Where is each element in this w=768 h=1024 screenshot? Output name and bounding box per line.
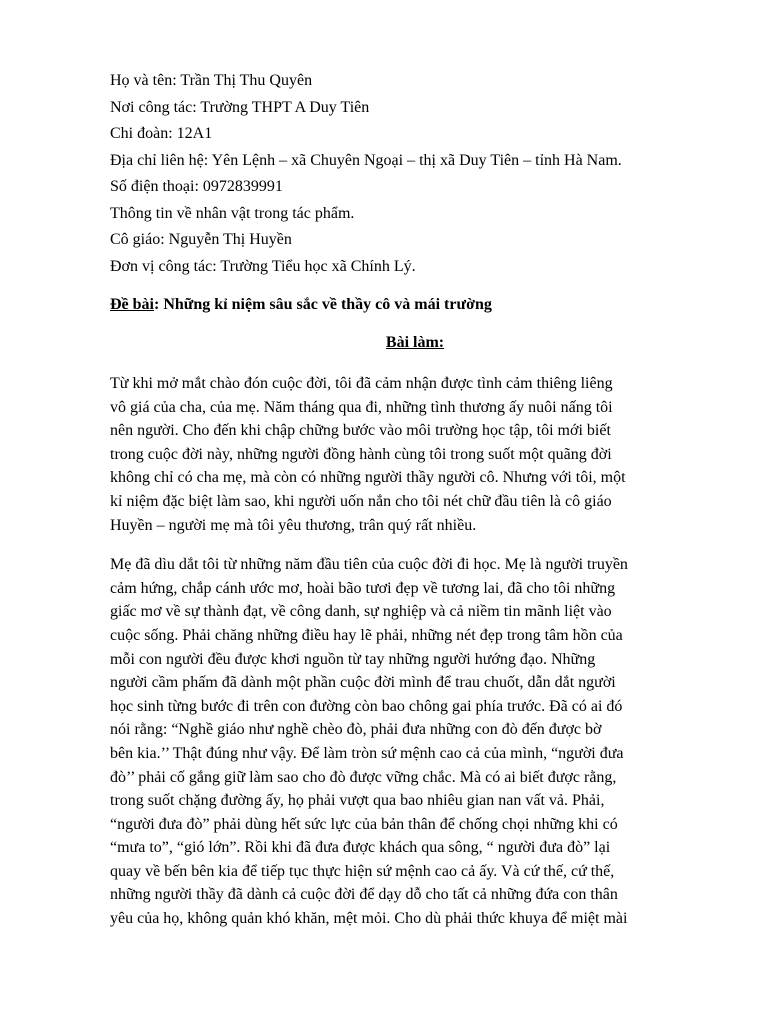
paragraph-1	[110, 372, 700, 537]
text-line: học sinh từng bước đi trên con đường còn bao chông gai phía trước. Đã có ai đó	[110, 697, 623, 715]
text-line: trong cuộc đời này, những người đồng hành cùng tôi trong suốt một quãng đời	[110, 445, 612, 463]
topic-label: Đề bài	[110, 296, 154, 313]
text-line: “mưa to”, “gió lớn”. Rồi khi đã đưa được khách qua sông, “ người đưa đò” lại	[110, 839, 611, 857]
text-line: mỗi con người đều được khơi nguồn từ tay những người hướng đạo. Những	[110, 650, 596, 668]
text-line: người cầm phấm đã dành một phần cuộc đời mình để trau chuốt, dẫn dắt người	[110, 674, 616, 692]
text-line: không chỉ có cha mẹ, mà còn có những người thầy người cô. Nhưng với tôi, một	[110, 469, 626, 487]
text-line: yêu của họ, không quản khó khăn, mệt mỏi. Cho dù phải thức khuya để miệt mài	[110, 910, 628, 928]
info-teacher-unit: Đơn vị công tác: Trường Tiểu học xã Chính Lý.	[110, 257, 416, 275]
text-line: nên người. Cho đến khi chập chững bước vào môi trường học tập, tôi mới biết	[110, 422, 611, 440]
text-line: đò’’ phải cố gắng giữ làm sao cho đò được vững chắc. Mà có ai biết được rằng,	[110, 768, 617, 786]
info-teacher: Cô giáo: Nguyễn Thị Huyền	[110, 231, 292, 248]
text-line: kỉ niệm đặc biệt làm sao, khi người uốn nắn cho tôi nét chữ đầu tiên là cô giáo	[110, 492, 612, 510]
paragraph-2	[110, 553, 700, 931]
info-class: Chi đoàn: 12A1	[110, 125, 213, 142]
text-line: bên kia.’’ Thật đúng như vậy. Để làm tròn sứ mệnh cao cả của mình, “người đưa	[110, 744, 624, 762]
text-line: “người đưa đò” phải dùng hết sức lực của bản thân để chống chọi những khi có	[110, 815, 618, 833]
essay-topic	[110, 292, 700, 318]
text-line: những người thầy đã dành cả cuộc đời để dạy dỗ cho tất cả những đứa con thân	[110, 886, 618, 904]
text-line: giấc mơ về sự thành đạt, về công danh, sự nghiệp và cả niềm tin mãnh liệt vào	[110, 603, 612, 621]
info-character-heading: Thông tin về nhân vật trong tác phẩm.	[110, 204, 355, 222]
info-workplace: Nơi công tác: Trường THPT A Duy Tiên	[110, 98, 370, 116]
text-line: trong suốt chặng đường ấy, họ phải vượt qua bao nhiêu gian nan vất vả. Phải,	[110, 792, 605, 810]
info-phone: Số điện thoại: 0972839991	[110, 178, 283, 195]
essay-heading: Bài làm:	[385, 334, 445, 351]
text-line: quay về bến bên kia để tiếp tục thực hiện sứ mệnh cao cả ấy. Và cứ thế, cứ thế,	[110, 862, 615, 880]
text-line: cuộc sống. Phải chăng những điều hay lẽ phải, những nét đẹp trong tâm hồn của	[110, 626, 623, 644]
text-line: Từ khi mở mắt chào đón cuộc đời, tôi đã cảm nhận được tình cảm thiêng liêng	[110, 375, 613, 392]
author-info	[110, 68, 700, 280]
text-line: vô giá của cha, của mẹ. Năm tháng qua đi, những tình thương ấy nuôi nấng tôi	[110, 398, 613, 416]
text-line: Mẹ đã dìu dắt tôi từ những năm đầu tiên của cuộc đời đi học. Mẹ là người truyền	[110, 556, 628, 574]
text-line: nói rằng: “Nghề giáo như nghề chèo đò, phải đưa những con đò đến được bờ	[110, 721, 602, 739]
info-name: Họ và tên: Trần Thị Thu Quyên	[110, 72, 313, 89]
text-line: Huyền – người mẹ mà tôi yêu thương, trân quý rất nhiều.	[110, 516, 477, 534]
document-page	[110, 68, 700, 931]
topic-text: : Những kỉ niệm sâu sắc về thầy cô và mái trường	[154, 296, 492, 313]
text-line: cảm hứng, chắp cánh ước mơ, hoài bão tươi đẹp về tương lai, đã cho tôi những	[110, 579, 616, 597]
info-address: Địa chỉ liên hệ: Yên Lệnh – xã Chuyên Ngoại – thị xã Duy Tiên – tỉnh Hà Nam.	[110, 151, 622, 169]
